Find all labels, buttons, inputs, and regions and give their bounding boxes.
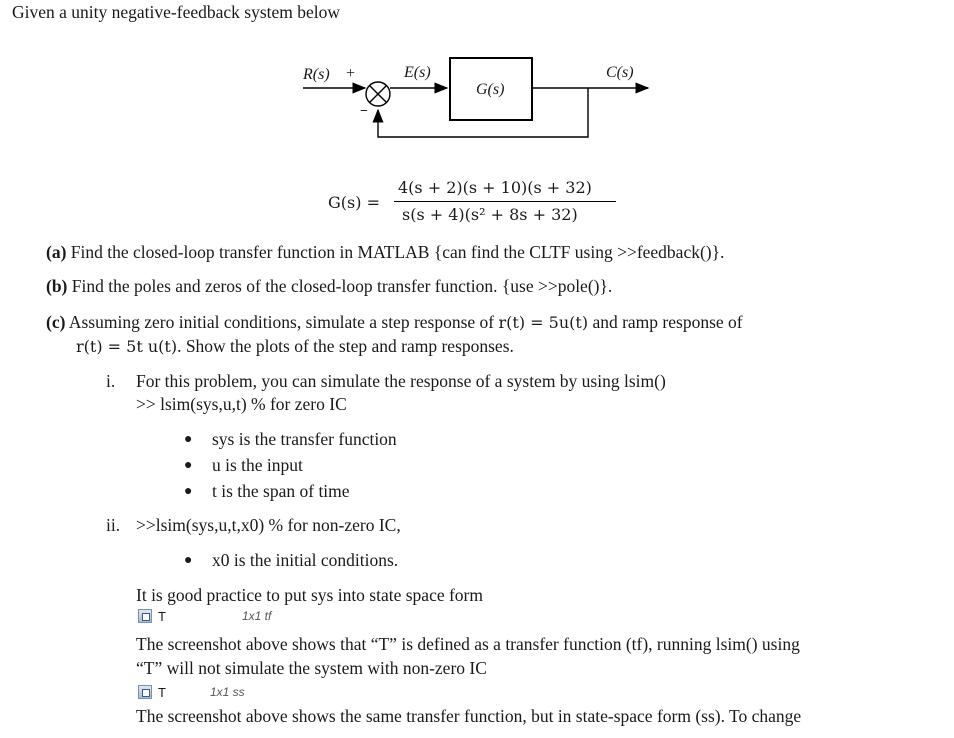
- block-label: G(s): [476, 81, 505, 98]
- part-c-line2: [76, 336, 514, 357]
- part-b: [46, 276, 612, 297]
- matrix-variable-icon: [138, 609, 152, 623]
- list-item: u is the input: [212, 455, 303, 475]
- list-item: x0 is the initial conditions.: [212, 550, 399, 570]
- matrix-variable-icon: [138, 685, 152, 699]
- output-label: C(s): [606, 64, 634, 81]
- sub-i-text: For this problem, you can simulate the response of a system by using lsim(): [136, 371, 666, 391]
- part-c-eq1: r(t) = 5u(t): [498, 313, 589, 332]
- part-a-text: Find the closed-loop transfer function in MATLAB {can find the CLTF using >>feedback()}.: [70, 242, 725, 262]
- bullet-icon: ●: [184, 553, 193, 568]
- bullet-icon: ●: [184, 458, 193, 473]
- part-c-eq2: r(t) = 5t u(t): [76, 337, 178, 356]
- workspace-row-tf: [138, 607, 166, 625]
- block-diagram-lines: [0, 0, 954, 140]
- input-label: R(s): [303, 66, 330, 83]
- sub-i-code: >> lsim(sys,u,t) % for zero IC: [136, 394, 347, 414]
- intro-text: Given a unity negative-feedback system below: [12, 2, 341, 22]
- part-a: [46, 242, 724, 263]
- sub-ii-text: >>lsim(sys,u,t,x0) % for non-zero IC,: [136, 515, 401, 535]
- note1-line2: “T” will not simulate the system with non-zero IC: [136, 658, 487, 678]
- list-item: t is the span of time: [212, 481, 350, 501]
- fraction-bar: [394, 201, 616, 202]
- part-c-text-a: Assuming zero initial conditions, simulate a step response of: [68, 312, 499, 332]
- part-c-text-c: . Show the plots of the step and ramp responses.: [177, 336, 514, 356]
- part-a-tag: (a): [46, 242, 67, 262]
- workspace-var-value: 1x1 ss: [210, 685, 245, 699]
- tf-numerator: 4(s + 2)(s + 10)(s + 32): [398, 178, 592, 197]
- bullet-icon: ●: [184, 484, 193, 499]
- part-c-tag: (c): [46, 312, 66, 332]
- part-b-tag: (b): [46, 276, 68, 296]
- note1-line1: The screenshot above shows that “T” is defined as a transfer function (tf), running lsim() using: [136, 634, 800, 654]
- error-label: E(s): [404, 64, 431, 81]
- list-item: sys is the transfer function: [212, 429, 397, 449]
- workspace-var-name: T: [158, 608, 166, 624]
- sub-i-numeral: i.: [106, 371, 116, 391]
- summing-junction-icon: [366, 82, 390, 106]
- workspace-row-ss: [138, 683, 166, 701]
- tf-lhs: G(s) =: [328, 193, 380, 212]
- bullet-icon: ●: [184, 432, 193, 447]
- minus-sign: −: [360, 104, 368, 119]
- plus-sign: +: [346, 65, 356, 82]
- tf-denominator: s(s + 4)(s² + 8s + 32): [402, 205, 578, 224]
- workspace-var-name: T: [158, 684, 166, 700]
- practice-text: It is good practice to put sys into state space form: [136, 585, 484, 605]
- part-c-line1: [46, 312, 743, 333]
- part-c-text-b: and ramp response of: [588, 312, 743, 332]
- sub-ii-numeral: ii.: [106, 515, 121, 535]
- note2-text: The screenshot above shows the same transfer function, but in state-space form (ss). To change: [136, 706, 802, 726]
- part-b-text: Find the poles and zeros of the closed-loop transfer function. {use >>pole()}.: [71, 276, 613, 296]
- workspace-var-value: 1x1 tf: [242, 609, 272, 623]
